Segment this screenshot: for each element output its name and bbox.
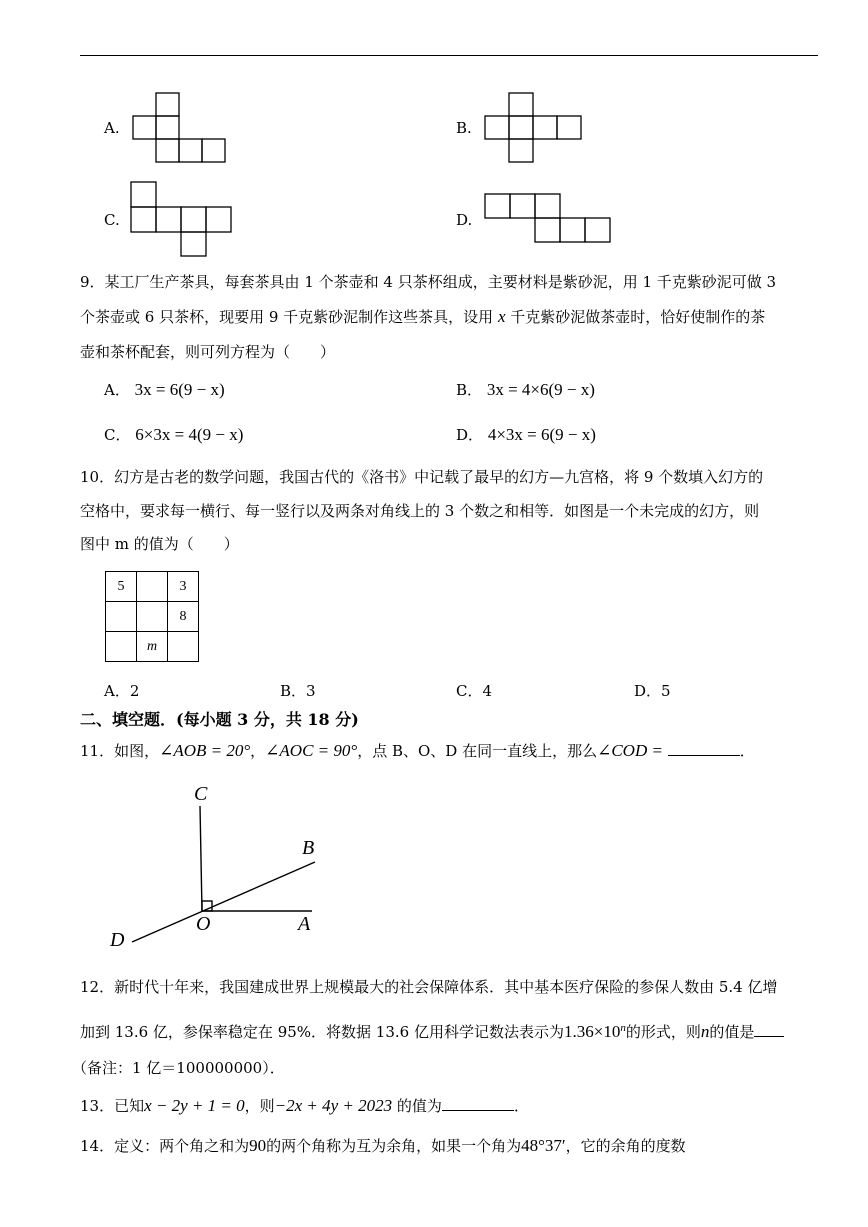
q12-line-2 bbox=[80, 1018, 784, 1042]
q10-option-d bbox=[634, 681, 671, 701]
q11-end: ． bbox=[739, 742, 755, 760]
q13-line bbox=[80, 1096, 529, 1116]
q14-suffix: ，它的余角的度数 bbox=[565, 1137, 686, 1155]
label-c: C bbox=[194, 783, 208, 805]
q10-option-c-value: 4 bbox=[482, 682, 493, 700]
angle-diagram bbox=[100, 780, 340, 960]
q8-option-b-net bbox=[484, 92, 584, 164]
q13-mid: ，则 bbox=[244, 1097, 275, 1115]
q8-option-b-letter: B. bbox=[456, 119, 472, 137]
q11-expr-aoc: ∠AOC = 90° bbox=[265, 741, 358, 760]
q8-option-d-net bbox=[484, 193, 614, 245]
q9-option-b-expr: 3x = 4×6(9 − x) bbox=[486, 380, 595, 399]
q12-sci-base: 1.36×10 bbox=[563, 1022, 621, 1041]
q13-expr-1: x − 2y + 1 = 0 bbox=[144, 1096, 245, 1115]
label-a: A bbox=[298, 913, 311, 935]
q12-answer-blank[interactable] bbox=[754, 1022, 784, 1037]
label-b: B bbox=[302, 837, 315, 859]
q9-line-2b: 千克紫砂泥做茶壶时，恰好使制作的茶 bbox=[510, 308, 766, 326]
magic-cell-m: m bbox=[137, 632, 168, 662]
ray-oc bbox=[200, 806, 202, 911]
q14-angle: 48°37′ bbox=[521, 1136, 566, 1155]
q10-option-b bbox=[280, 681, 316, 701]
q10-option-b-letter: B． bbox=[280, 682, 307, 700]
q10-option-a-letter: A． bbox=[104, 682, 130, 700]
magic-cell: 3 bbox=[168, 572, 199, 602]
q10-option-b-value: 3 bbox=[306, 682, 316, 700]
q9-option-d-letter: D． bbox=[456, 426, 484, 444]
q10-option-d-value: 5 bbox=[661, 682, 671, 700]
q11-expr-aob: ∠AOB = 20° bbox=[159, 741, 251, 760]
q11-mid: ，点 B、O、D 在同一直线上，那么 bbox=[357, 742, 598, 760]
q14-num: 90 bbox=[249, 1136, 267, 1155]
q9-option-a-expr: 3x = 6(9 − x) bbox=[134, 380, 225, 399]
q13-prefix: 13．已知 bbox=[80, 1097, 145, 1115]
q11-prefix: 11．如图， bbox=[80, 742, 160, 760]
q10-option-d-letter: D． bbox=[634, 682, 662, 700]
q10-line-1: 10．幻方是古老的数学问题，我国古代的《洛书》中记载了最早的幻方—九宫格，将 9 个数填入幻方的 bbox=[80, 468, 764, 486]
q10-option-c-letter: C． bbox=[456, 682, 483, 700]
header-rule bbox=[80, 55, 818, 56]
magic-cell bbox=[137, 572, 168, 602]
section-heading: 二、填空题．(每小题 3 分，共 18 分) bbox=[80, 710, 359, 729]
q13-answer-blank[interactable] bbox=[442, 1096, 514, 1111]
q13-suffix: 的值为 bbox=[396, 1097, 442, 1115]
q11-expr-cod: ∠COD = bbox=[597, 741, 663, 760]
q9-option-c bbox=[104, 425, 243, 445]
q11-sep: ， bbox=[250, 742, 266, 760]
q13-expr-2: −2x + 4y + 2023 bbox=[274, 1096, 393, 1115]
magic-cell bbox=[106, 602, 137, 632]
q11-answer-blank[interactable] bbox=[668, 741, 740, 756]
q9-option-b bbox=[456, 380, 595, 400]
q9-line-2a: 个茶壶或 6 只茶杯，现要用 9 千克紫砂泥制作这些茶具，设用 bbox=[80, 308, 494, 326]
q9-option-d bbox=[456, 425, 596, 445]
q9-option-b-letter: B． bbox=[456, 381, 483, 399]
q12-n-var: n bbox=[700, 1022, 710, 1041]
q12-line-2b: 的形式，则 bbox=[625, 1023, 701, 1041]
magic-cell bbox=[168, 632, 199, 662]
magic-cell bbox=[137, 602, 168, 632]
q10-line-2: 空格中，要求每一横行、每一竖行以及两条对角线上的 3 个数之和相等．如图是一个未完成的幻方，则 bbox=[80, 502, 760, 520]
q8-option-a-letter: A. bbox=[104, 119, 120, 137]
q14-line bbox=[80, 1136, 686, 1156]
q8-option-d-letter: D. bbox=[456, 211, 473, 229]
q9-line-2 bbox=[80, 307, 765, 327]
q14-prefix: 14．定义：两个角之和为 bbox=[80, 1137, 250, 1155]
q9-option-d-expr: 4×3x = 6(9 − x) bbox=[487, 425, 596, 444]
q8-option-a-net bbox=[130, 92, 230, 164]
q9-option-a-letter: A． bbox=[104, 381, 130, 399]
q10-option-c bbox=[456, 681, 492, 701]
q8-option-c-net bbox=[130, 181, 234, 257]
label-o: O bbox=[196, 913, 211, 935]
magic-square bbox=[105, 571, 199, 662]
q11-line bbox=[80, 741, 755, 761]
magic-cell: 5 bbox=[106, 572, 137, 602]
q13-end: ． bbox=[513, 1097, 529, 1115]
q12-sci-exp: n bbox=[620, 1022, 626, 1034]
magic-cell bbox=[106, 632, 137, 662]
q10-line-3: 图中 m 的值为（ ） bbox=[80, 535, 239, 553]
q8-option-c-letter: C. bbox=[104, 211, 120, 229]
q12-line-2c: 的值是 bbox=[709, 1023, 755, 1041]
magic-cell: 8 bbox=[168, 602, 199, 632]
q9-line-3: 壶和茶杯配套，则可列方程为（ ） bbox=[80, 343, 336, 361]
q9-option-c-expr: 6×3x = 4(9 − x) bbox=[135, 425, 244, 444]
q14-mid: 的两个角称为互为余角，如果一个角为 bbox=[266, 1137, 522, 1155]
q12-line-3: （备注：1 亿＝100000000）． bbox=[72, 1059, 285, 1077]
q9-var-x: x bbox=[497, 307, 506, 326]
label-d: D bbox=[110, 929, 125, 951]
q10-option-a bbox=[104, 681, 139, 701]
q9-line-1: 9．某工厂生产茶具，每套茶具由 1 个茶壶和 4 只茶杯组成，主要材料是紫砂泥，用 1 千克紫砂泥可做 3 bbox=[80, 273, 777, 291]
q10-option-a-value: 2 bbox=[129, 682, 140, 700]
q9-option-c-letter: C． bbox=[104, 426, 131, 444]
q12-line-2a: 加到 13.6 亿，参保率稳定在 95%．将数据 13.6 亿用科学记数法表示为 bbox=[80, 1023, 564, 1041]
q12-line-1: 12．新时代十年来，我国建成世界上规模最大的社会保障体系．其中基本医疗保险的参保人数由 5.4 亿增 bbox=[80, 978, 778, 996]
line-db bbox=[132, 862, 315, 942]
q9-option-a bbox=[104, 380, 225, 400]
